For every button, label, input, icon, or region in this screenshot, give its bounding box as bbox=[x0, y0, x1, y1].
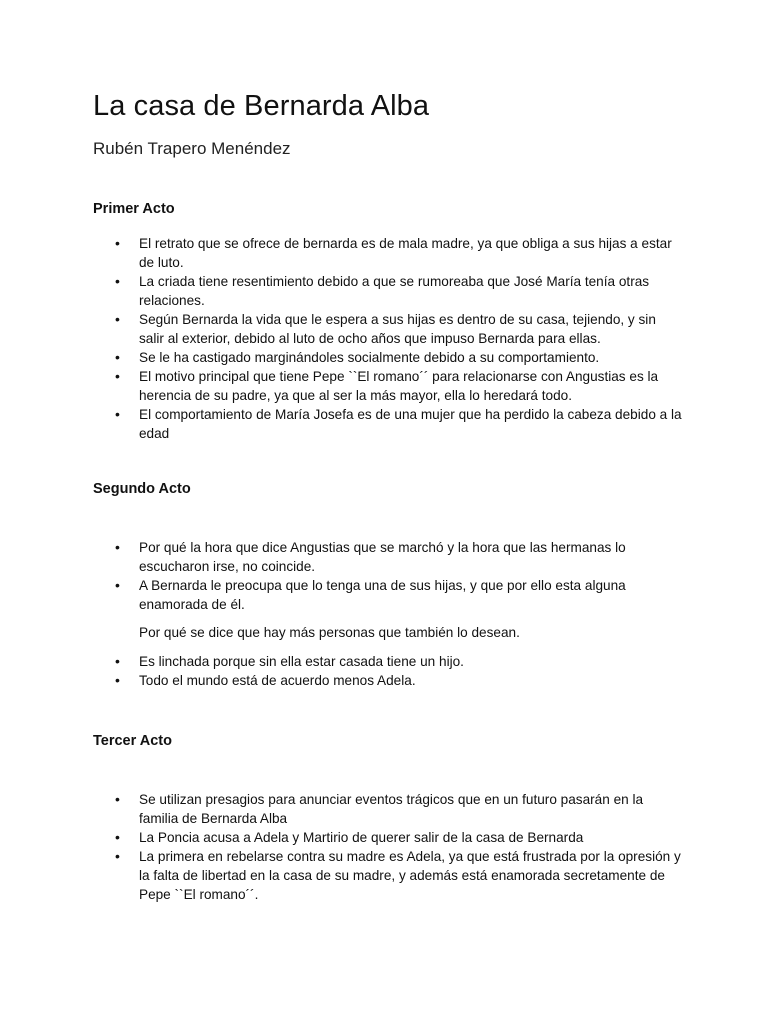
list-item: • A Bernarda le preocupa que lo tenga una de sus hijas, y que por ello esta alguna enamorada de él. bbox=[93, 576, 683, 614]
list-item: • Es linchada porque sin ella estar casada tiene un hijo. bbox=[93, 652, 683, 671]
bullet-list-primer-acto bbox=[93, 234, 683, 443]
list-item: • Se le ha castigado marginándoles socialmente debido a su comportamiento. bbox=[93, 348, 683, 367]
list-item: • Por qué la hora que dice Angustias que se marchó y la hora que las hermanas lo escucharon irse, no coincide. bbox=[93, 538, 683, 576]
list-item: • El comportamiento de María Josefa es de una mujer que ha perdido la cabeza debido a la edad bbox=[93, 405, 683, 443]
document-title: La casa de Bernarda Alba bbox=[93, 90, 430, 122]
paragraph-segundo-acto: Por qué se dice que hay más personas que también lo desean. bbox=[139, 625, 520, 640]
section-heading-segundo-acto: Segundo Acto bbox=[93, 481, 191, 497]
list-item: • El retrato que se ofrece de bernarda es de mala madre, ya que obliga a sus hijas a estar de luto. bbox=[93, 234, 683, 272]
document-author: Rubén Trapero Menéndez bbox=[93, 139, 291, 158]
section-heading-tercer-acto: Tercer Acto bbox=[93, 733, 172, 749]
list-item: • El motivo principal que tiene Pepe ``El romano´´ para relacionarse con Angustias es la herencia de su padre, ya que al ser la más mayor, ella lo heredará todo. bbox=[93, 367, 683, 405]
list-item: • Todo el mundo está de acuerdo menos Adela. bbox=[93, 671, 683, 690]
list-item: • La criada tiene resentimiento debido a que se rumoreaba que José María tenía otras relaciones. bbox=[93, 272, 683, 310]
list-item: • La Poncia acusa a Adela y Martirio de querer salir de la casa de Bernarda bbox=[93, 828, 683, 847]
list-item: • Se utilizan presagios para anunciar eventos trágicos que en un futuro pasarán en la familia de Bernarda Alba bbox=[93, 790, 683, 828]
list-item: • Según Bernarda la vida que le espera a sus hijas es dentro de su casa, tejiendo, y sin salir al exterior, debido al luto de ocho años que impuso Bernarda para ellas. bbox=[93, 310, 683, 348]
bullet-list-tercer-acto bbox=[93, 790, 683, 904]
list-item: • La primera en rebelarse contra su madre es Adela, ya que está frustrada por la opresión y la falta de libertad en la casa de su madre, y además está enamorada secretamente de Pepe ``El romano´´. bbox=[93, 847, 683, 904]
bullet-list-segundo-acto bbox=[93, 538, 683, 614]
section-heading-primer-acto: Primer Acto bbox=[93, 201, 175, 217]
bullet-list-segundo-acto-continued bbox=[93, 652, 683, 690]
